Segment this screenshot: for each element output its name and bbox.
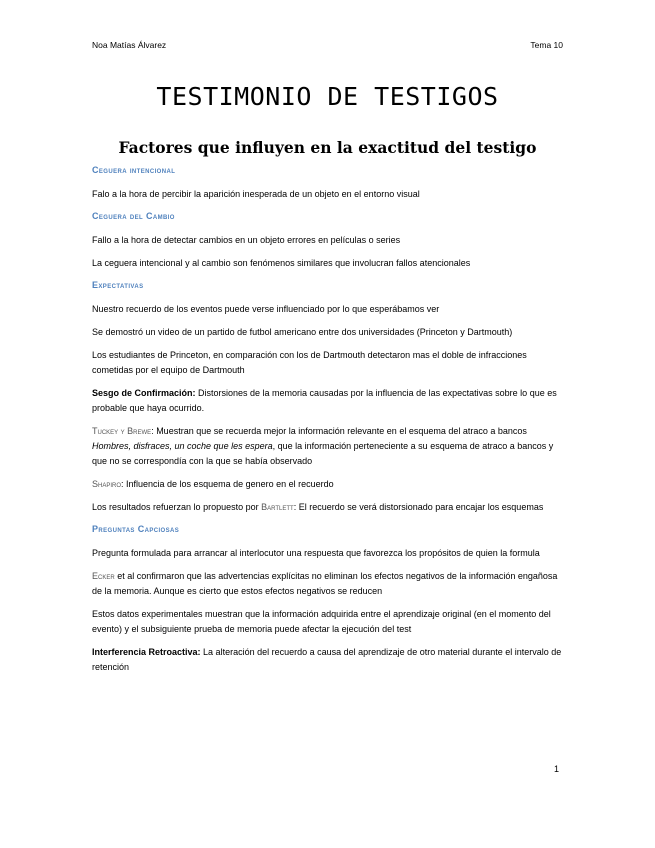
paragraph: Los estudiantes de Princeton, en comparación con los de Dartmouth detectaron mas el doble de infracciones cometidas por el equipo de Dartmouth	[92, 350, 527, 375]
paragraph: Falo a la hora de percibir la aparición inesperada de un objeto en el entorno visual	[92, 189, 420, 199]
paragraph-ecker	[92, 569, 566, 599]
section-heading-ceguera-cambio: Ceguera del Cambio	[92, 211, 175, 221]
page-number: 1	[554, 764, 560, 774]
paragraph-text: , que la información perteneciente a su esquema de atraco a bancos y que no se correspondía con la que se había observado	[92, 441, 554, 466]
paragraph-text: : Influencia de los esquema de genero en el recuerdo	[121, 479, 334, 489]
paragraph: Se demostró un video de un partido de futbol americano entre dos universidades (Princeton y Dartmouth)	[92, 327, 513, 337]
paragraph: Nuestro recuerdo de los eventos puede verse influenciado por lo que esperábamos ver	[92, 304, 440, 314]
paragraph: Estos datos experimentales muestran que la información adquirida entre el aprendizaje original (en el momento del evento) y el subsiguiente prueba de memoria puede afectar la ejecución del test	[92, 609, 551, 634]
paragraph-text: : El recuerdo se verá distorsionado para encajar los esquemas	[293, 502, 544, 512]
paragraph-bartlett	[92, 500, 566, 515]
paragraph-interferencia	[92, 645, 566, 675]
section-heading-ceguera-intencional: Ceguera intencional	[92, 165, 176, 175]
header-author: Noa Matías Álvarez	[92, 40, 167, 50]
term-sesgo-confirmacion: Sesgo de Confirmación:	[92, 388, 196, 398]
author-shapiro: Shapiro	[92, 479, 122, 489]
author-tuckey-brewe: Tuckey y Brewe	[92, 426, 152, 436]
paragraph-text: Los resultados refuerzan lo propuesto por	[92, 502, 262, 512]
italic-example: Hombres, disfraces, un coche que les espera	[92, 441, 273, 451]
term-interferencia-retroactiva: Interferencia Retroactiva:	[92, 647, 201, 657]
paragraph-text: Distorsiones de la memoria causadas por la influencia de las expectativas sobre lo que es probable que haya ocurrido.	[92, 388, 557, 413]
paragraph-text: : Muestran que se recuerda mejor la información relevante en el esquema del atraco a bancos	[151, 426, 527, 436]
paragraph-shapiro	[92, 477, 566, 492]
section-heading-preguntas-capciosas: Preguntas Capciosas	[92, 524, 180, 534]
document-subtitle: Factores que influyen en la exactitud del testigo	[118, 138, 537, 157]
paragraph-text: et al confirmaron que las advertencias explícitas no eliminan los efectos negativos de la información engañosa de la memoria. Aunque es cierto que estos efectos negativos se reducen	[92, 571, 558, 596]
paragraph: Fallo a la hora de detectar cambios en un objeto errores en películas o series	[92, 235, 401, 245]
author-bartlett: Bartlett	[261, 502, 294, 512]
section-heading-expectativas: Expectativas	[92, 280, 144, 290]
paragraph-text: La alteración del recuerdo a causa del aprendizaje de otro material durante el intervalo de retención	[92, 647, 562, 672]
document-body	[92, 164, 566, 683]
document-title: TESTIMONIO DE TESTIGOS	[156, 82, 499, 111]
paragraph: La ceguera intencional y al cambio son fenómenos similares que involucran fallos atencionales	[92, 258, 471, 268]
header-topic: Tema 10	[530, 40, 563, 50]
author-ecker: Ecker	[92, 571, 115, 581]
paragraph-sesgo-confirmacion	[92, 386, 566, 416]
paragraph: Pregunta formulada para arrancar al interlocutor una respuesta que favorezca los propósitos de quien la formula	[92, 548, 540, 558]
paragraph-tuckey-brewe	[92, 424, 566, 469]
